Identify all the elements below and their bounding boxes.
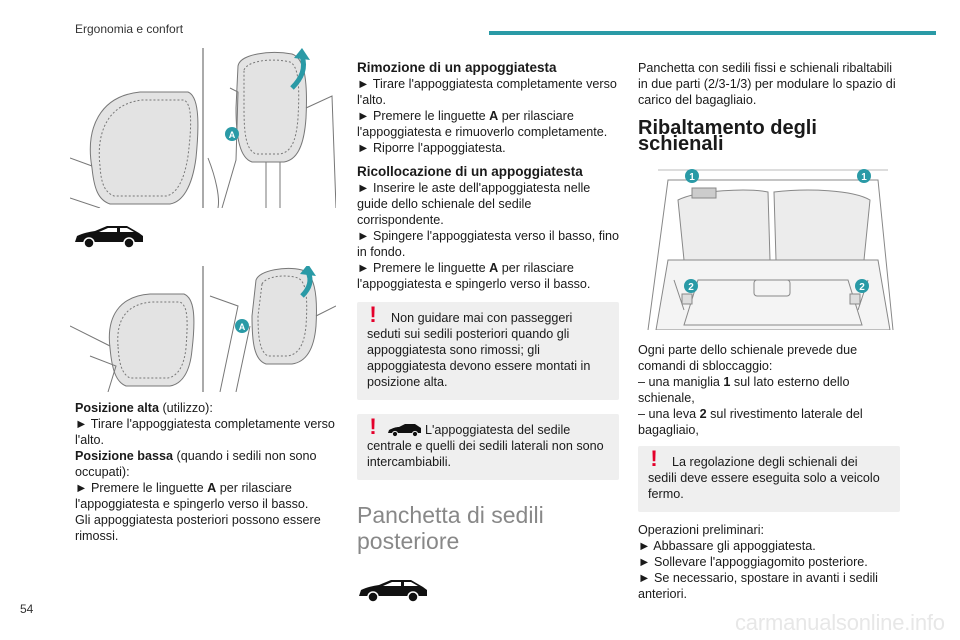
low-position-step: ► Premere le linguette A per rilasciare l'appoggiatesta e spingerlo verso il basso.	[75, 481, 309, 511]
watermark: carmanualsonline.info	[735, 610, 945, 635]
header-accent-bar	[489, 31, 936, 35]
warning-icon: !	[650, 446, 658, 471]
rear-seat-folding-illustration	[638, 160, 900, 330]
headrest-positions-text	[75, 400, 337, 544]
warning-box-vehicle-stationary	[638, 446, 900, 512]
refit-heading: Ricollocazione di un appoggiatesta	[357, 164, 583, 179]
controls-intro: Ogni parte dello schienale prevede due comandi di sbloccaggio:	[638, 343, 858, 373]
removal-step-3: ► Riporre l'appoggiatesta.	[357, 141, 506, 155]
refit-step-2: ► Spingere l'appoggiatesta verso il basso, fino in fondo.	[357, 229, 620, 259]
svg-text:1: 1	[861, 172, 867, 183]
removal-step-1: ► Tirare l'appoggiatesta completamente verso l'alto.	[357, 77, 617, 107]
low-position-note: (quando i sedili non sono occupati):	[75, 449, 317, 479]
warning-text: Non guidare mai con passeggeri seduti sui sedili posteriori quando gli appoggiatesta sono rimossi; gli appoggiatesta devono essere montati in posizione alta.	[367, 311, 591, 389]
warning-box-headrests-removed	[357, 302, 619, 400]
high-position-note: (utilizzo):	[158, 401, 213, 415]
warning-text: La regolazione degli schienali dei sedili deve essere eseguita solo a veicolo fermo.	[648, 455, 880, 501]
warning-box-headrests-interchange	[357, 414, 619, 480]
suv-car-icon	[387, 423, 421, 437]
svg-text:2: 2	[859, 282, 865, 293]
low-position-label: Posizione bassa	[75, 449, 173, 463]
page-number: 54	[20, 602, 34, 616]
fold-heading: Ribaltamento degli schienali	[638, 117, 817, 155]
section-title: Ergonomia e confort	[75, 22, 184, 36]
prelim-step-1: ► Abbassare gli appoggiatesta.	[638, 539, 816, 553]
right-column	[638, 60, 900, 602]
bench-heading: Panchetta di sedili posteriore	[357, 502, 544, 554]
control-1: – una maniglia 1 sul lato esterno dello schienale,	[638, 375, 850, 405]
middle-column	[357, 60, 619, 604]
svg-text:2: 2	[688, 282, 694, 293]
prelim-step-2: ► Sollevare l'appoggiagomito posteriore.	[638, 555, 868, 569]
warning-icon: !	[369, 302, 377, 327]
prelim-step-3: ► Se necessario, spostare in avanti i sedili anteriori.	[638, 571, 878, 601]
refit-step-3: ► Premere le linguette A per rilasciare l'appoggiatesta e spingerlo verso il basso.	[357, 261, 591, 291]
removal-step-2: ► Premere le linguette A per rilasciare l'appoggiatesta e rimuoverlo completamente.	[357, 109, 608, 139]
headrest-raised-illustration	[70, 48, 336, 208]
bench-intro: Panchetta con sedili fissi e schienali ribaltabili in due parti (2/3-1/3) per modulare lo spazio di carico del bagagliaio.	[638, 61, 896, 107]
high-position-label: Posizione alta	[75, 401, 159, 415]
rear-headrest-note: Gli appoggiatesta posteriori possono essere rimossi.	[75, 513, 321, 543]
removal-heading: Rimozione di un appoggiatesta	[357, 60, 557, 75]
refit-step-1: ► Inserire le aste dell'appoggiatesta nelle guide dello schienale del sedile corrispondente.	[357, 181, 591, 227]
high-position-step: ► Tirare l'appoggiatesta completamente verso l'alto.	[75, 417, 335, 447]
headrest-lowered-illustration	[70, 266, 336, 392]
suv-car-icon	[357, 578, 429, 604]
warning-text: L'appoggiatesta del sedile centrale e quelli dei sedili laterali non sono intercambiabili.	[367, 423, 604, 469]
prelim-heading: Operazioni preliminari:	[638, 523, 764, 537]
svg-text:1: 1	[689, 172, 695, 183]
svg-text:A: A	[228, 130, 236, 140]
svg-text:A: A	[238, 322, 246, 332]
suv-car-icon	[73, 224, 145, 250]
warning-icon: !	[369, 414, 377, 439]
control-2: – una leva 2 sul rivestimento laterale del bagagliaio,	[638, 407, 863, 437]
